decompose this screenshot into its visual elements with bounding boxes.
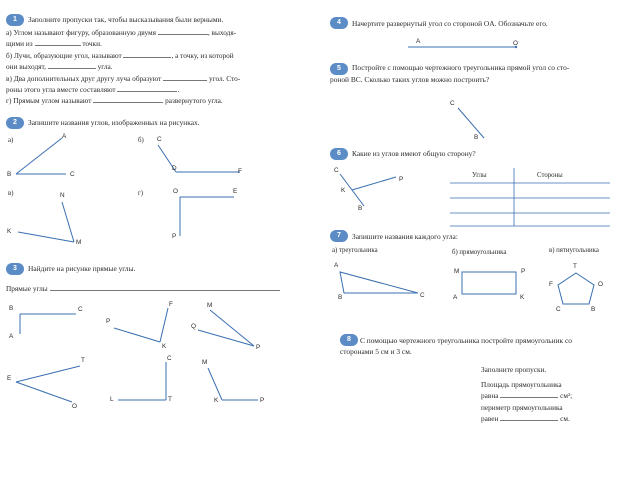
exercise-8-title-2: сторонами 5 см и 3 см. [340,347,412,356]
exercise-1-line-c2: роны этого угла вместе составляют . [6,85,180,94]
point-label: M [76,239,82,246]
point-label: T [168,396,172,403]
exercise-7-title: Запишите названия каждого угла: [352,232,458,241]
rectangle [462,272,516,294]
exercise-7-sub-a: а) треугольника [332,247,378,254]
exercise-2-label-c: в) [8,190,14,197]
exercise-2-label-b: б) [138,137,144,144]
point-label: B [358,205,363,212]
point-label: N [60,192,65,199]
exercise-1-line-c: в) Два дополнительных друг другу луча образуют угол. Сто- [6,74,241,83]
point-label: K [162,343,167,350]
point-label: L [110,396,114,403]
point-label: M [207,302,213,309]
exercise-6-title: Какие из углов имеют общую сторону? [352,149,476,158]
point-label: C [78,306,83,313]
point-label: B [338,294,343,301]
point-label: P [399,176,404,183]
exercise-2-number: 2 [6,117,24,129]
point-label: F [169,301,173,308]
exercise-4-number: 4 [330,17,348,29]
pentagon [558,273,594,304]
exercise-8-fill-label: Заполните пропуски. [481,365,547,374]
exercise-3-number: 3 [6,263,24,275]
point-label: A [334,262,339,269]
exercise-5-title-1: Постройте с помощью чертежного треугольника прямой угол со сто- [352,63,570,72]
point-label: D [172,165,177,172]
exercise-6-number: 6 [330,148,348,160]
point-label: P [260,397,265,404]
exercise-1-line-a: а) Углом называют фигуру, образованную двумя , выходя- [6,28,237,37]
point-label: C [334,167,339,174]
point-label: K [341,187,346,194]
point-label: F [238,168,242,175]
point-label: P [521,268,526,275]
point-label: O [598,281,603,288]
point-label: K [214,397,219,404]
exercise-8-number: 8 [340,334,358,346]
point-label: O [72,403,77,410]
point-label: T [573,263,577,270]
point-label: A [9,333,14,340]
point-label: P [256,344,261,351]
point-label: B [7,171,12,178]
exercise-8-area-label: Площадь прямоугольника [481,380,562,389]
point-label: A [416,38,421,45]
point-label: Q [191,323,196,330]
point-label: F [549,281,553,288]
exercise-7-number: 7 [330,230,348,242]
exercise-1-line-b2: они выходят, угла. [6,62,113,71]
exercise-7-sub-b: б) прямоугольника [452,249,507,256]
exercise-3-answer-line: Прямые углы [6,284,280,294]
point-label: M [202,359,208,366]
exercise-8-area-line: равна см²; [481,391,573,400]
exercise-5-number: 5 [330,63,348,75]
point-label: A [453,294,458,301]
table-header-sides: Стороны [537,172,563,179]
point-label: E [7,375,12,382]
exercise-5-title-2: роной BC. Сколько таких углов можно построить? [330,75,490,84]
point-label: T [81,357,85,364]
exercise-2-title: Запишите названия углов, изображенных на рисунках. [28,118,200,127]
point-label: A [62,133,67,140]
point-label: B [9,305,14,312]
exercise-8-perimeter-line: равен см. [481,414,570,423]
point-label: C [70,171,75,178]
exercise-2-label-a: а) [8,137,14,144]
exercise-3-title: Найдите на рисунке прямые углы. [28,264,136,273]
point-label: P [106,318,111,325]
exercise-1-line-b: б) Лучи, образующие угол, называют , а точку, из которой [6,51,234,60]
point-label: K [7,228,12,235]
exercise-8-perimeter-label: периметр прямоугольника [481,403,563,412]
point-label: O [173,188,178,195]
exercise-8-title-1: С помощью чертежного треугольника постройте прямоугольник со [360,336,572,345]
point-label: E [233,188,238,195]
point-label: O [513,40,518,47]
triangle [340,272,418,293]
exercise-4-title: Начертите развернутый угол со стороной OA. Обозначьте его. [352,19,548,28]
point-label: K [520,294,525,301]
exercise-1-line-d: г) Прямым углом называют развернутого угла. [6,96,223,105]
point-label: P [172,233,177,240]
point-label: C [450,100,455,107]
point-label: B [591,306,596,313]
point-label: B [474,134,479,141]
table-header-angles: Углы [472,172,487,179]
point-label: C [420,292,425,299]
point-label: C [556,306,561,313]
point-label: C [157,136,162,143]
exercise-1-number: 1 [6,14,24,26]
exercise-2-label-d: г) [138,190,144,197]
exercise-7-sub-c: в) пятиугольника [549,247,599,254]
exercise-1-line-a2: щими из точки. [6,39,102,48]
point-label: M [454,268,460,275]
point-label: C [167,355,172,362]
exercise-1-title: Заполните пропуски так, чтобы высказывания были верными. [28,15,224,24]
